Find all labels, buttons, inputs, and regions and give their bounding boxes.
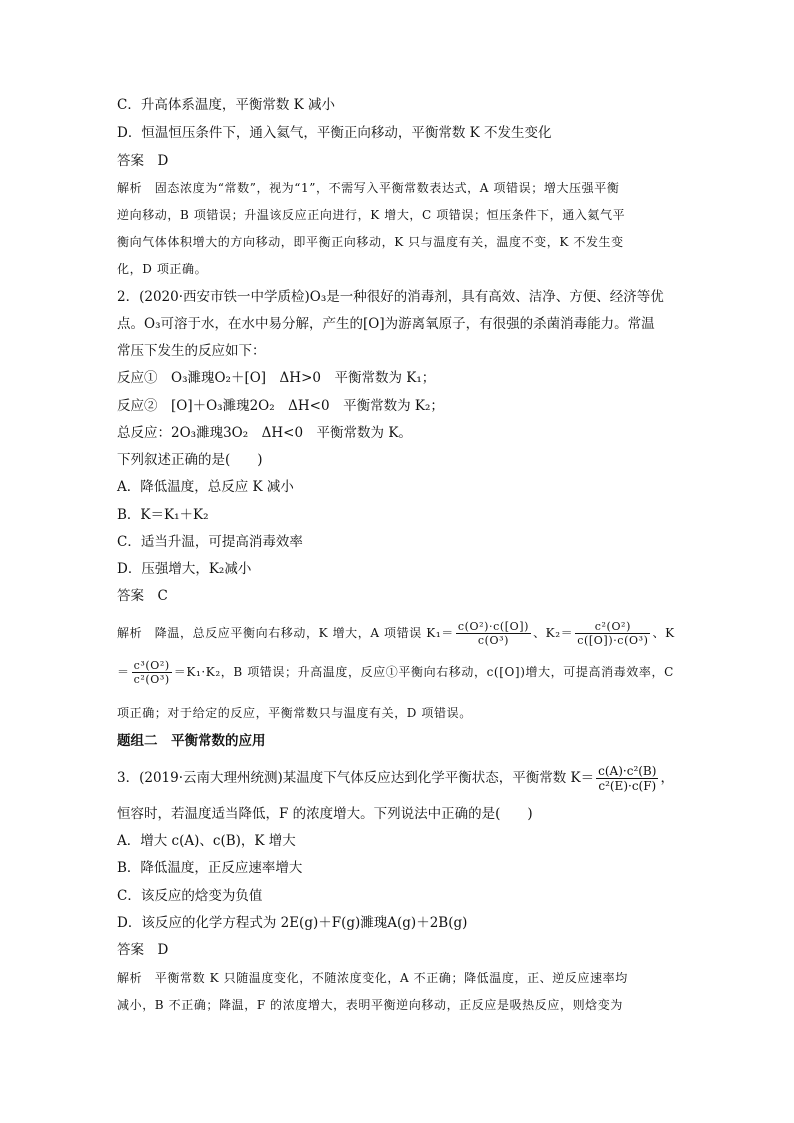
- q1-explanation-line-3: 衡向气体体积增大的方向移动，即平衡正向移动，K 只与温度有关，温度不变，K 不发生变: [117, 235, 624, 249]
- q2-answer: 答案 C: [117, 588, 168, 604]
- q3-option-d: D．该反应的化学方程式为 2E(g)＋F(g)濉瑰A(g)＋2B(g): [117, 915, 468, 931]
- q3-stem-line-1: [117, 764, 674, 793]
- k-denominator: c²(O³): [133, 673, 170, 686]
- q1-answer: 答案 D: [117, 153, 169, 169]
- q3-option-b: B．降低温度，正反应速率增大: [117, 860, 303, 876]
- q3-stem-suffix: ，: [660, 770, 674, 786]
- q1-option-c: C．升高体系温度，平衡常数 K 减小: [117, 97, 335, 113]
- q2-explain-suffix: 、K: [652, 626, 675, 640]
- k2-denominator: c([O])·c(O³): [577, 634, 649, 647]
- k2-numerator: c²(O²): [575, 620, 650, 634]
- q3-option-c: C．该反应的焓变为负值: [117, 888, 263, 904]
- k1-fraction: [456, 620, 531, 647]
- q1-explanation-line-4: 化，D 项正确。: [117, 262, 208, 276]
- q1-option-d: D．恒温恒压条件下，通入氦气，平衡正向移动，平衡常数 K 不发生变化: [117, 125, 552, 141]
- k-numerator: c³(O²): [133, 659, 170, 672]
- q3-option-a: A．增大 c(A)、c(B)，K 增大: [117, 833, 296, 849]
- q3-k-numerator: c(A)·c²(B): [598, 764, 657, 778]
- q2-option-a: A．降低温度，总反应 K 减小: [117, 479, 294, 495]
- q3-answer: 答案 D: [117, 942, 169, 958]
- k1-numerator: c(O²)·c([O]): [457, 620, 530, 633]
- q2-option-c: C．适当升温，可提高消毒效率: [117, 534, 303, 550]
- q2-explanation-line-3: 项正确；对于给定的反应，平衡常数只与温度有关，D 项错误。: [117, 706, 472, 720]
- q2-question: 下列叙述正确的是( ): [117, 452, 263, 468]
- q2-explanation-line-2: [117, 659, 674, 686]
- q3-stem-prefix: 3．(2019·云南大理州统测)某温度下气体反应达到化学平衡状态，平衡常数 K＝: [117, 770, 595, 786]
- q3-k-fraction: [596, 764, 658, 793]
- q2-option-d: D．压强增大，K₂减小: [117, 561, 252, 577]
- q2-explain-prefix: 解析 降温，总反应平衡向右移动，K 增大，A 项错误 K₁＝: [117, 626, 454, 640]
- q2-stem-line-2: 点。O₃可溶于水，在水中易分解，产生的[O]为游离氧原子，有很强的杀菌消毒能力。常温: [117, 316, 655, 332]
- q3-stem-line-2: 恒容时，若温度适当降低，F 的浓度增大。下列说法中正确的是( ): [117, 806, 533, 822]
- q2-stem-line-1: 2．(2020·西安市铁一中学质检)O₃是一种很好的消毒剂，具有高效、洁净、方便、经济等优: [117, 289, 664, 305]
- q2-reaction-1: 反应① O₃濉瑰O₂＋[O] ΔH>0 平衡常数为 K₁；: [117, 370, 436, 386]
- q3-k-denominator: c²(E)·c(F): [598, 779, 657, 793]
- q2-option-b: B．K＝K₁＋K₂: [117, 507, 209, 523]
- k1-denominator: c(O³): [477, 634, 510, 647]
- k-fraction: [132, 659, 172, 686]
- q2-reaction-total: 总反应：2O₃濉瑰3O₂ ΔH<0 平衡常数为 K。: [117, 425, 412, 441]
- q2-explain-rest: ＝K₁·K₂，B 项错误；升高温度，反应①平衡向右移动，c([O])增大，可提高消毒效率，C: [173, 665, 674, 679]
- k2-fraction: [575, 620, 650, 647]
- q1-explanation-line-1: 解析 固态浓度为“常数”，视为“1”，不需写入平衡常数表达式，A 项错误；增大压强平衡: [117, 181, 620, 195]
- q3-explanation-line-2: 减小，B 不正确；降温，F 的浓度增大，表明平衡逆向移动，正反应是吸热反应，则焓变为: [117, 998, 623, 1012]
- q2-reaction-2: 反应② [O]＋O₃濉瑰2O₂ ΔH<0 平衡常数为 K₂；: [117, 398, 444, 414]
- q2-explain-eq: ＝: [117, 665, 130, 679]
- group-title: 题组二 平衡常数的应用: [117, 733, 266, 749]
- q1-explanation-line-2: 逆向移动，B 项错误；升温该反应正向进行，K 增大，C 项错误；恒压条件下，通入氦气平: [117, 208, 626, 222]
- q3-explanation-line-1: 解析 平衡常数 K 只随温度变化，不随浓度变化，A 不正确；降低温度，正、逆反应速率均: [117, 971, 628, 985]
- q2-explain-mid: 、K₂＝: [533, 626, 574, 640]
- q2-stem-line-3: 常压下发生的反应如下：: [117, 343, 266, 359]
- q2-explanation-line-1: [117, 620, 675, 647]
